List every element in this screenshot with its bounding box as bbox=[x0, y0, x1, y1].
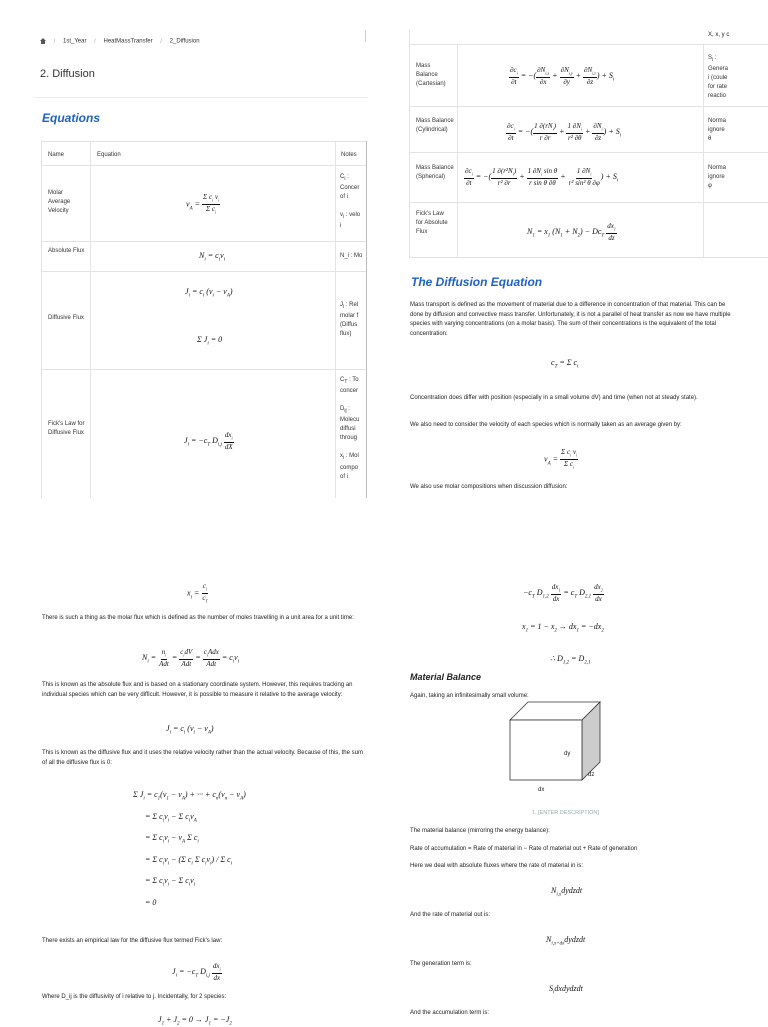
equation-average-velocity: $v_A$ = $\frac{\Sigma c_i v_i}{\Sigma c_i}$ bbox=[544, 448, 578, 470]
table-row-notes: Norma ignore θ bbox=[708, 118, 727, 142]
lower-left-paragraph-5: Where D_ij is the diffusivity of i relative to j. Incidentally, for 2 species: bbox=[42, 994, 227, 1000]
figure-caption: 1. [ENTER DESCRIPTION] bbox=[532, 810, 599, 816]
table-row-notes: Norma ignore φ bbox=[708, 165, 727, 189]
equation-composition-relation: $x_1 = 1 - x_2 \to dx_1 = -dx_2$ bbox=[522, 622, 604, 634]
lower-left-paragraph-4: There exists an empirical law for the diffusive flux termed Fick's law: bbox=[42, 938, 223, 944]
equation-diffusivity-symmetry: ∴ $D_{1,2} = D_{2,1}$ bbox=[550, 654, 591, 666]
table-row-notes: $C_i$ : Concer of i $v_i$ : velo i bbox=[340, 174, 361, 230]
lower-right-paragraph-4: Here we deal with absolute fluxes where the rate of material in is: bbox=[410, 863, 584, 869]
table-header-notes: Notes bbox=[341, 152, 357, 158]
equation-generation: $S_idxdydzdt$ bbox=[549, 984, 583, 996]
cube-label-dy: dy bbox=[564, 751, 571, 757]
equation-absolute-flux: $N_i = c_iv_i$ bbox=[199, 251, 226, 263]
lower-right-paragraph-5: And the rate of material out is: bbox=[410, 912, 491, 918]
equation-ficks-law: $J_i = -c_T$ $D_{i,j}$ $\frac{dx_i}{dX}$ bbox=[184, 431, 233, 452]
table-row-name: Diffusive Flux bbox=[48, 315, 84, 321]
equation-mass-balance-cartesian: $\frac{\partial c_i}{\partial t}$ = −( $\frac{\partial N_{i,x}}{\partial x}$ + $\frac{\partial N_{i,y}}{\partial y}$ + $\frac{\partial N_{i,z}}{\partial z}$ ) + $S_i$ bbox=[510, 66, 615, 87]
lower-left-paragraph-2: This is known as the absolute flux and is based on a stationary coordinate system. However, this requires tracking an individual species which can be very difficult. However, it is possible to measure it relative to the average velocity: bbox=[42, 682, 353, 698]
equation-diffusive-flux-2: $J_i = c_i$ $(v_i - v_A)$ bbox=[166, 724, 214, 736]
equation-ficks-law-absolute: $N_1 = x_1$ $(N_1 + N_2) - Dc_T$ $\frac{dx_1}{dz}$ bbox=[527, 222, 616, 243]
equation-molar-flux: $N_i$ = $\frac{n_i}{\text{Adt}}$ = $\frac{c_idV}{\text{Adt}}$ = $\frac{c_iAdx}{\text{Adt}}$ = $c_iv_i$ bbox=[142, 648, 240, 669]
cube-label-dz: dz bbox=[588, 772, 595, 778]
table-header-name: Name bbox=[48, 152, 65, 158]
equations-heading: Equations bbox=[42, 111, 101, 125]
equation-material-in: $N_{i,x}dydzdt$ bbox=[551, 886, 583, 898]
equation-material-out: $N_{i,x+dx}dydzdt$ bbox=[546, 935, 586, 947]
mass-balance-table bbox=[409, 44, 768, 258]
table-row-name: Mass Balance (Spherical) bbox=[416, 165, 454, 180]
breadcrumb-item-course[interactable]: HeatMassTransfer bbox=[103, 38, 153, 45]
diffusion-paragraph-4: We also use molar compositions when discussion diffusion: bbox=[410, 484, 568, 490]
table-row-notes: N_i : Mo bbox=[340, 253, 363, 259]
lower-right-paragraph-3: Rate of accumulation = Rate of material in − Rate of material out + Rate of generation bbox=[410, 846, 638, 852]
lower-right-paragraph-1: Again, taking an infinitesimally small volume: bbox=[410, 693, 529, 699]
equation-sum-diffusive-flux: Σ $J_i = 0$ bbox=[197, 335, 223, 347]
breadcrumb-item-page[interactable]: 2_Diffusion bbox=[169, 38, 200, 45]
home-icon[interactable] bbox=[40, 38, 46, 44]
table-row-name: Mass Balance (Cylindrical) bbox=[416, 118, 454, 133]
equation-two-species: $J_1 + J_2 = 0 \to J_1 = -J_2$ bbox=[158, 1015, 232, 1027]
top-note: X, x, y c bbox=[708, 32, 730, 38]
lower-left-paragraph-3: This is known as the diffusive flux and it uses the relative velocity rather than the actual velocity. Because of this, the sum of all the diffusive flux is 0: bbox=[42, 750, 363, 766]
table-row-notes: $S_i$ : Genera i (coule for rate reactio bbox=[708, 55, 729, 100]
diffusion-equation-heading: The Diffusion Equation bbox=[411, 275, 543, 289]
table-row-notes: $C_T$ : To concer $D_{ij}$ : Molecu diffusi throug $x_i$ : Mol compo of i bbox=[340, 377, 360, 480]
equation-sum-derivation: Σ $J_i = c_1(v_1 - v_A)$ + ··· + $c_n(v_n - v_A)$ = Σ $c_iv_i - \Sigma$ $c_iv_A$ = Σ $c_iv_i - v_A$ Σ $c_i$ = Σ $c_iv_i - (\Sigma$ $c_i$ Σ $c_iv_i$) / Σ $c_i$ = Σ $c_iv_i - \Sigma$ $c_iv_i$ = 0 bbox=[133, 790, 246, 907]
table-header-equation: Equation bbox=[97, 152, 121, 158]
breadcrumb-item-year[interactable]: 1st_Year bbox=[63, 38, 87, 45]
diffusion-paragraph-1: Mass transport is defined as the movement of material due to a difference in concentration of that material. This can be done by diffusion and convective mass transfer. Unfortunately, it is not a parallel of heat transfer as now we have multiple species with varying concentrations (on a molar basis). The sum of their concentrations is the equivalent of the total concentration: bbox=[410, 302, 731, 337]
lower-right-paragraph-6: The generation term is: bbox=[410, 961, 472, 967]
equation-ficks-law-2: $J_i = -c_T$ $D_{i,j}$ $\frac{dx_i}{dx}$ bbox=[172, 962, 221, 983]
equation-mass-balance-cylindrical: $\frac{\partial c_i}{\partial t}$ = −( $\frac{1 \partial(rN_i)}{r \partial r}$ + $\frac{1 \partial N_i}{\text{r² ∂θ}}$ + $\frac{\partial N_i}{\partial z}$ ) + $S_i$ bbox=[507, 122, 622, 143]
diffusion-paragraph-3: We also need to consider the velocity of each species which is normally taken as an average given by: bbox=[410, 422, 682, 428]
table-row-name: Fick's Law for Diffusive Flux bbox=[48, 421, 85, 436]
lower-left-paragraph-1: There is such a thing as the molar flux which is defined as the number of moles travelling in a unit area for a unit time: bbox=[42, 615, 354, 621]
material-balance-heading: Material Balance bbox=[410, 672, 482, 682]
equation-molar-average-velocity: $v_A$ = $\frac{\Sigma c_i v_i}{\Sigma c_i}$ bbox=[186, 193, 220, 215]
lower-right-paragraph-2: The material balance (mirroring the energy balance): bbox=[410, 828, 550, 834]
lower-right-paragraph-7: And the accumulation term is: bbox=[410, 1010, 490, 1016]
table-row-notes: $J_i$ : Rel molar f (Diffus flux) bbox=[340, 302, 359, 338]
equation-molar-composition: $x_i$ = $\frac{c_i}{c_T}$ bbox=[187, 582, 208, 604]
table-row-name: Molar Average Velocity bbox=[48, 190, 71, 214]
equation-total-concentration: $c_T = \Sigma$ $c_i$ bbox=[551, 358, 579, 370]
table-row-name: Absolute Flux bbox=[48, 248, 85, 254]
page-title: 2. Diffusion bbox=[40, 68, 95, 80]
equation-diffusive-flux: $J_i = c_i$ $(v_i - v_A)$ bbox=[185, 287, 233, 299]
breadcrumb: / 1st_Year / HeatMassTransfer / 2_Diffusion bbox=[40, 38, 200, 45]
equation-mass-balance-spherical: $\frac{\partial c_i}{\partial t}$ = −( $\frac{1 \partial(r^2N_i)}{\text{r² ∂r}}$ + $\frac{1 \partial N_i \sin \theta}{\text{r sin θ ∂θ}}$ + $\frac{1 \partial N_i}{\text{r² sin² θ ∂φ}}$ ) + $S_i$ bbox=[465, 167, 619, 188]
equations-table bbox=[41, 141, 367, 498]
cube-label-dx: dx bbox=[538, 787, 545, 793]
diffusion-paragraph-2: Concentration does differ with position (especially in a small volume dV) and time (when not at steady state). bbox=[410, 395, 698, 401]
table-row-name: Fick's Law for Absolute Flux bbox=[416, 211, 448, 235]
table-row-name: Mass Balance (Cartesian) bbox=[416, 63, 446, 87]
equation-flux-equality: $-c_T$ $D_{1,2}$ $\frac{dx_1}{dx}$ = $c_T$ $D_{2,1}$ $\frac{dx_2}{dx}$ bbox=[523, 583, 603, 604]
